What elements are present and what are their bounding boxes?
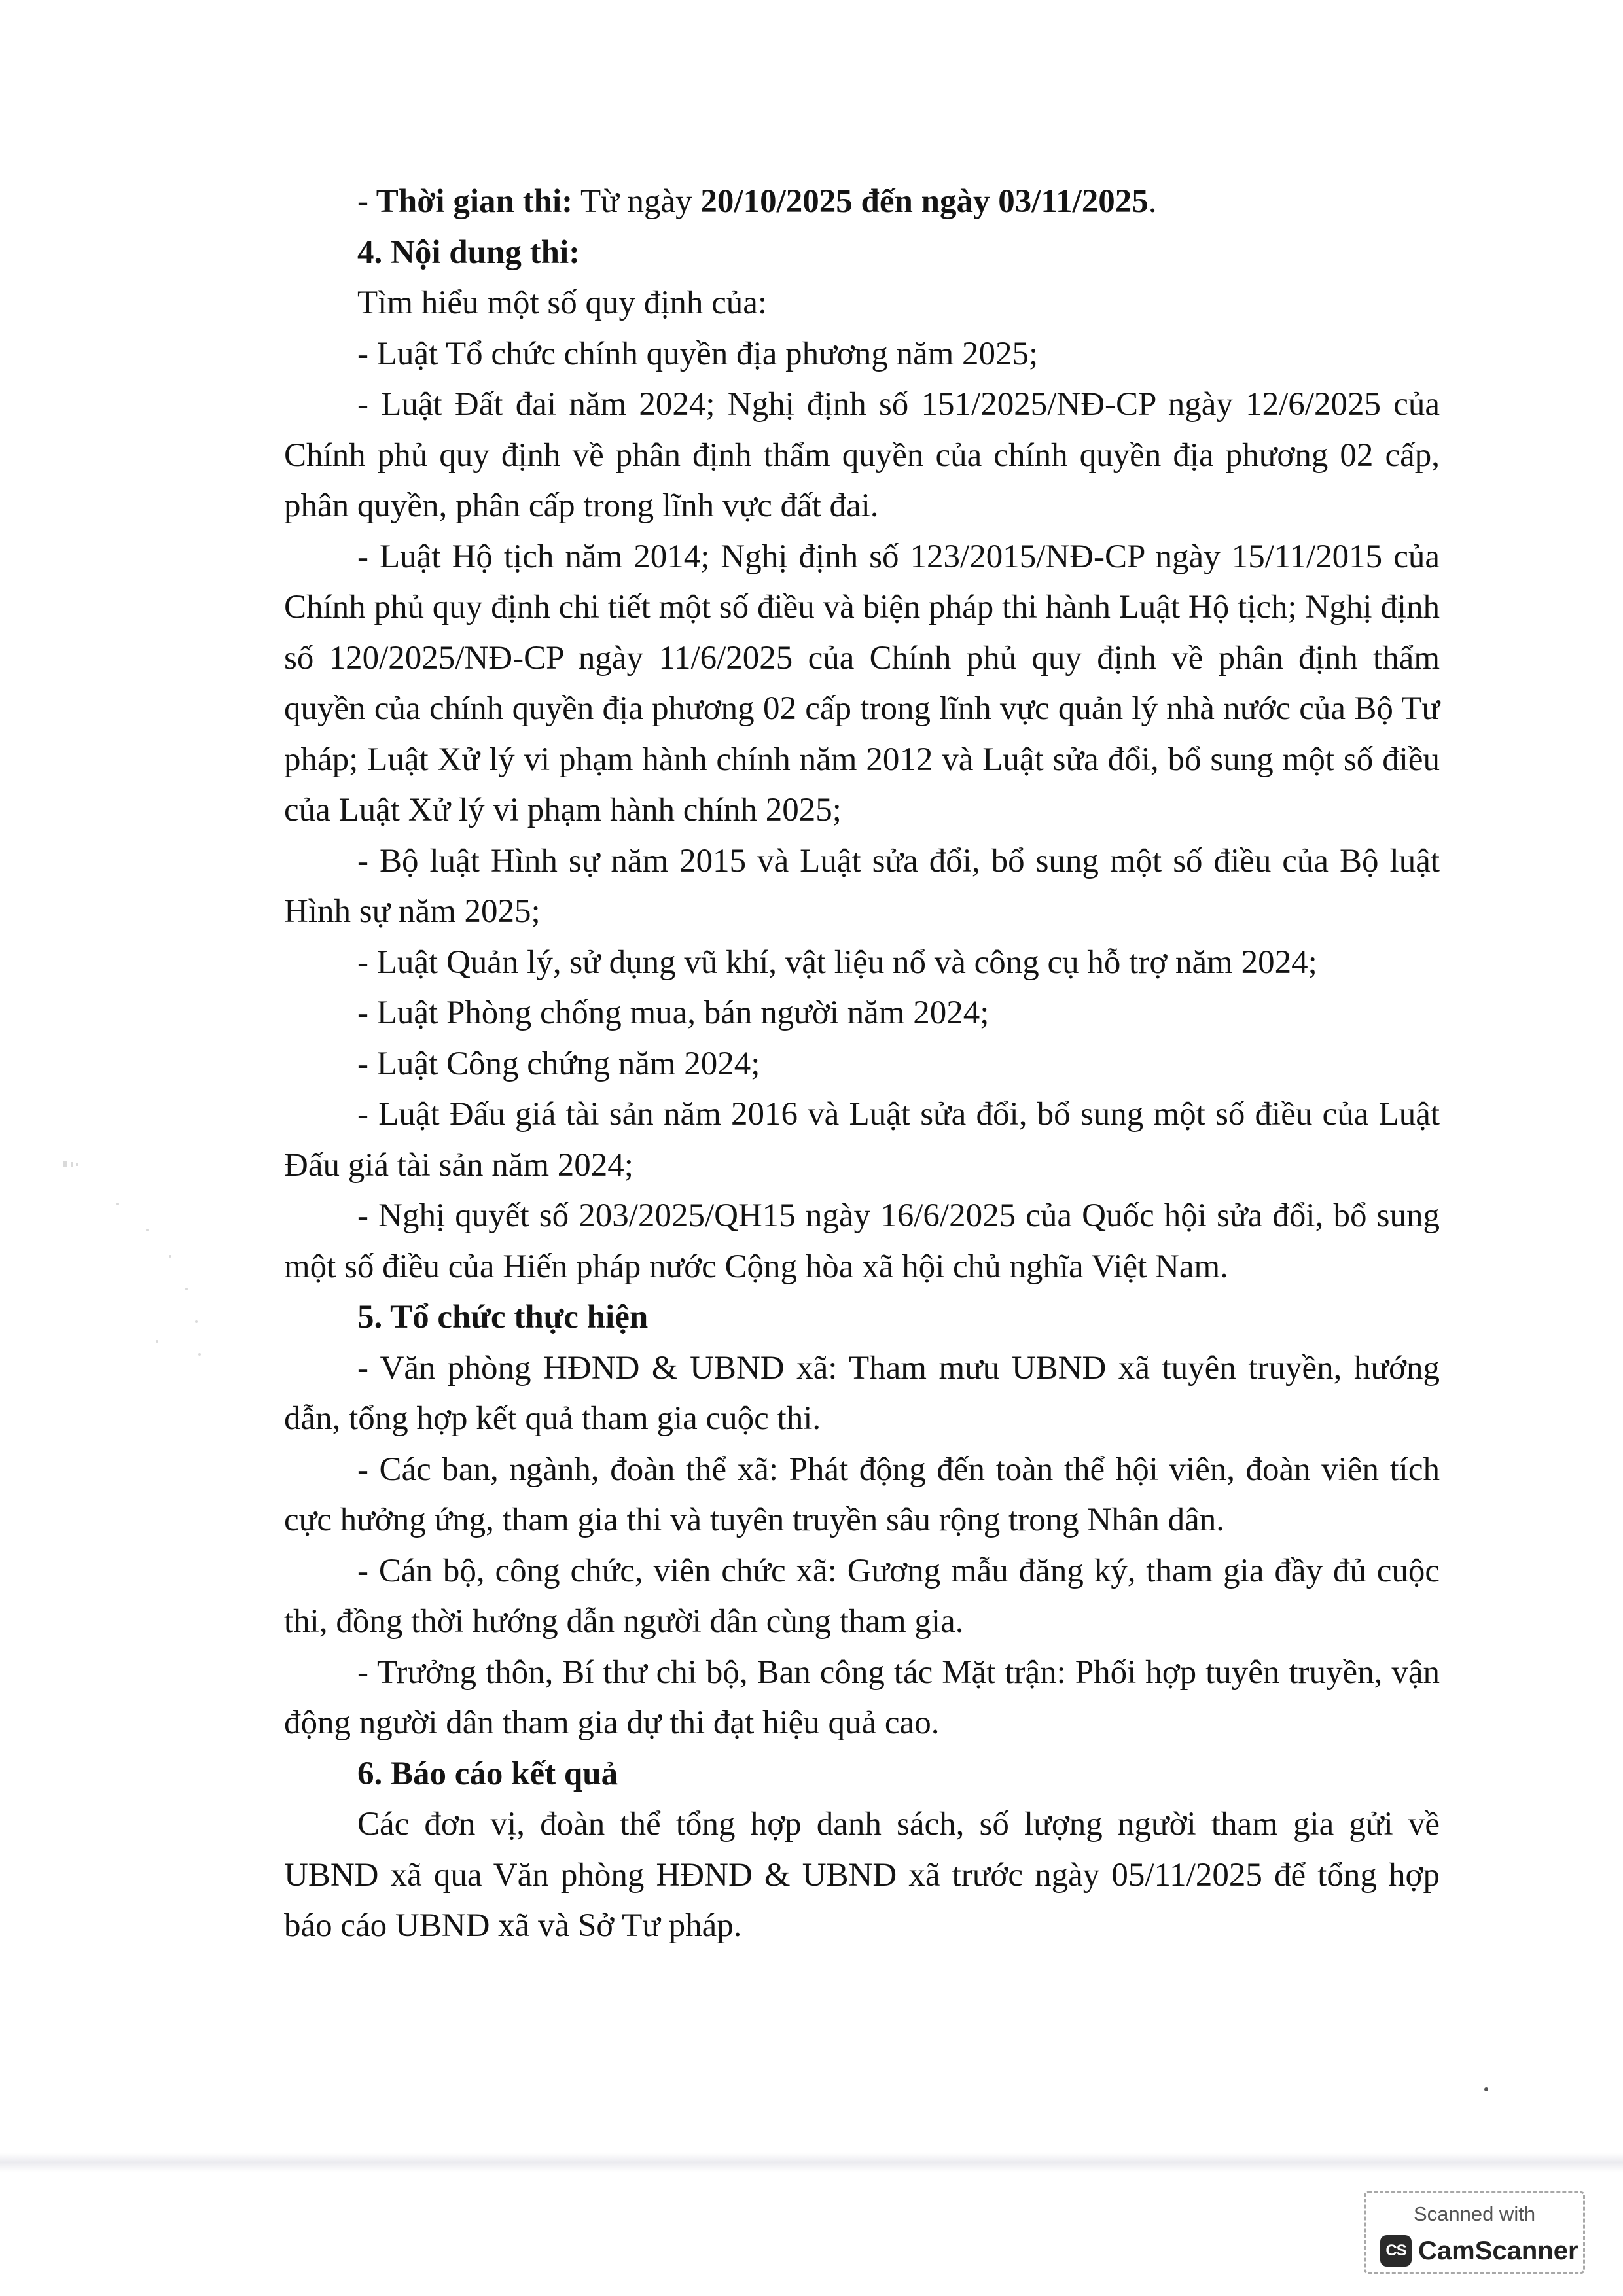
exam-end-date: 03/11/2025: [998, 183, 1149, 220]
exam-time-line: - Thời gian thi: Từ ngày 20/10/2025 đến ngày 03/11/2025.: [357, 183, 1157, 220]
section-5-item: - Trưởng thôn, Bí thư chi bộ, Ban công tác Mặt trận: Phối hợp tuyên truyền, vận động người dân tham gia dự thi đạt hiệu quả cao.: [284, 1653, 1440, 1741]
faint-stamp-mark: [0, 1125, 209, 1400]
section-4-item: - Nghị quyết số 203/2025/QH15 ngày 16/6/2025 của Quốc hội sửa đổi, bổ sung một số điều của Hiến pháp nước Cộng hòa xã hội chủ nghĩa Việt Nam.: [284, 1197, 1440, 1285]
section-4-item: - Luật Công chứng năm 2024;: [357, 1045, 760, 1082]
document-body: [284, 177, 1440, 1952]
section-5-item: - Văn phòng HĐND & UBND xã: Tham mưu UBND xã tuyên truyền, hướng dẫn, tổng hợp kết quả tham gia cuộc thi.: [284, 1349, 1440, 1437]
scan-dot: [1484, 2087, 1488, 2091]
camscanner-brand: CamScanner: [1418, 2236, 1578, 2265]
section-4-heading: 4. Nội dung thi:: [357, 234, 580, 271]
section-4-item: - Luật Phòng chống mua, bán người năm 2024;: [357, 995, 990, 1031]
camscanner-watermark: [1364, 2191, 1585, 2274]
section-6-heading: 6. Báo cáo kết quả: [357, 1755, 618, 1792]
section-4-item: - Bộ luật Hình sự năm 2015 và Luật sửa đổi, bổ sung một số điều của Bộ luật Hình sự năm 2025;: [284, 842, 1440, 930]
section-5-item: - Cán bộ, công chức, viên chức xã: Gương mẫu đăng ký, tham gia đầy đủ cuộc thi, đồng thời hướng dẫn người dân cùng tham gia.: [284, 1552, 1440, 1640]
section-4-intro: Tìm hiểu một số quy định của:: [357, 285, 768, 321]
exam-start-date: 20/10/2025: [700, 183, 853, 220]
scanned-with-label: Scanned with: [1413, 2202, 1536, 2225]
section-4-item: - Luật Đất đai năm 2024; Nghị định số 151/2025/NĐ-CP ngày 12/6/2025 của Chính phủ quy định về phân định thẩm quyền của chính quyền địa phương 02 cấp, phân quyền, phân cấp trong lĩnh vực đất đai.: [284, 386, 1440, 524]
section-6-text: Các đơn vị, đoàn thể tổng hợp danh sách, số lượng người tham gia gửi về UBND xã qua Văn phòng HĐND & UBND xã trước ngày 05/11/2025 để tổng hợp báo cáo UBND xã và Sở Tư pháp.: [284, 1806, 1440, 1944]
camscanner-logo-icon: CS: [1380, 2235, 1412, 2267]
section-4-item: - Luật Đấu giá tài sản năm 2016 và Luật sửa đổi, bổ sung một số điều của Luật Đấu giá tài sản năm 2024;: [284, 1096, 1440, 1184]
section-4-item: - Luật Quản lý, sử dụng vũ khí, vật liệu nổ và công cụ hỗ trợ năm 2024;: [357, 944, 1317, 981]
section-4-item: - Luật Tổ chức chính quyền địa phương năm 2025;: [357, 335, 1039, 372]
section-5-item: - Các ban, ngành, đoàn thể xã: Phát động đến toàn thể hội viên, đoàn viên tích cực hưởng ứng, tham gia thi và tuyên truyền sâu rộng trong Nhân dân.: [284, 1451, 1440, 1538]
section-5-heading: 5. Tổ chức thực hiện: [357, 1299, 649, 1335]
scan-shadow-band: [0, 2153, 1623, 2172]
section-4-item: - Luật Hộ tịch năm 2014; Nghị định số 123/2015/NĐ-CP ngày 15/11/2015 của Chính phủ quy định chi tiết một số điều và biện pháp thi hành Luật Hộ tịch; Nghị định số 120/2025/NĐ-CP ngày 11/6/2025 của Chính phủ quy định về phân định thẩm quyền của chính quyền địa phương 02 cấp trong lĩnh vực quản lý nhà nước của Bộ Tư pháp; Luật Xử lý vi phạm hành chính năm 2012 và Luật sửa đổi, bổ sung một số điều của Luật Xử lý vi phạm hành chính 2025;: [284, 538, 1440, 828]
exam-time-label: - Thời gian thi:: [357, 183, 573, 220]
